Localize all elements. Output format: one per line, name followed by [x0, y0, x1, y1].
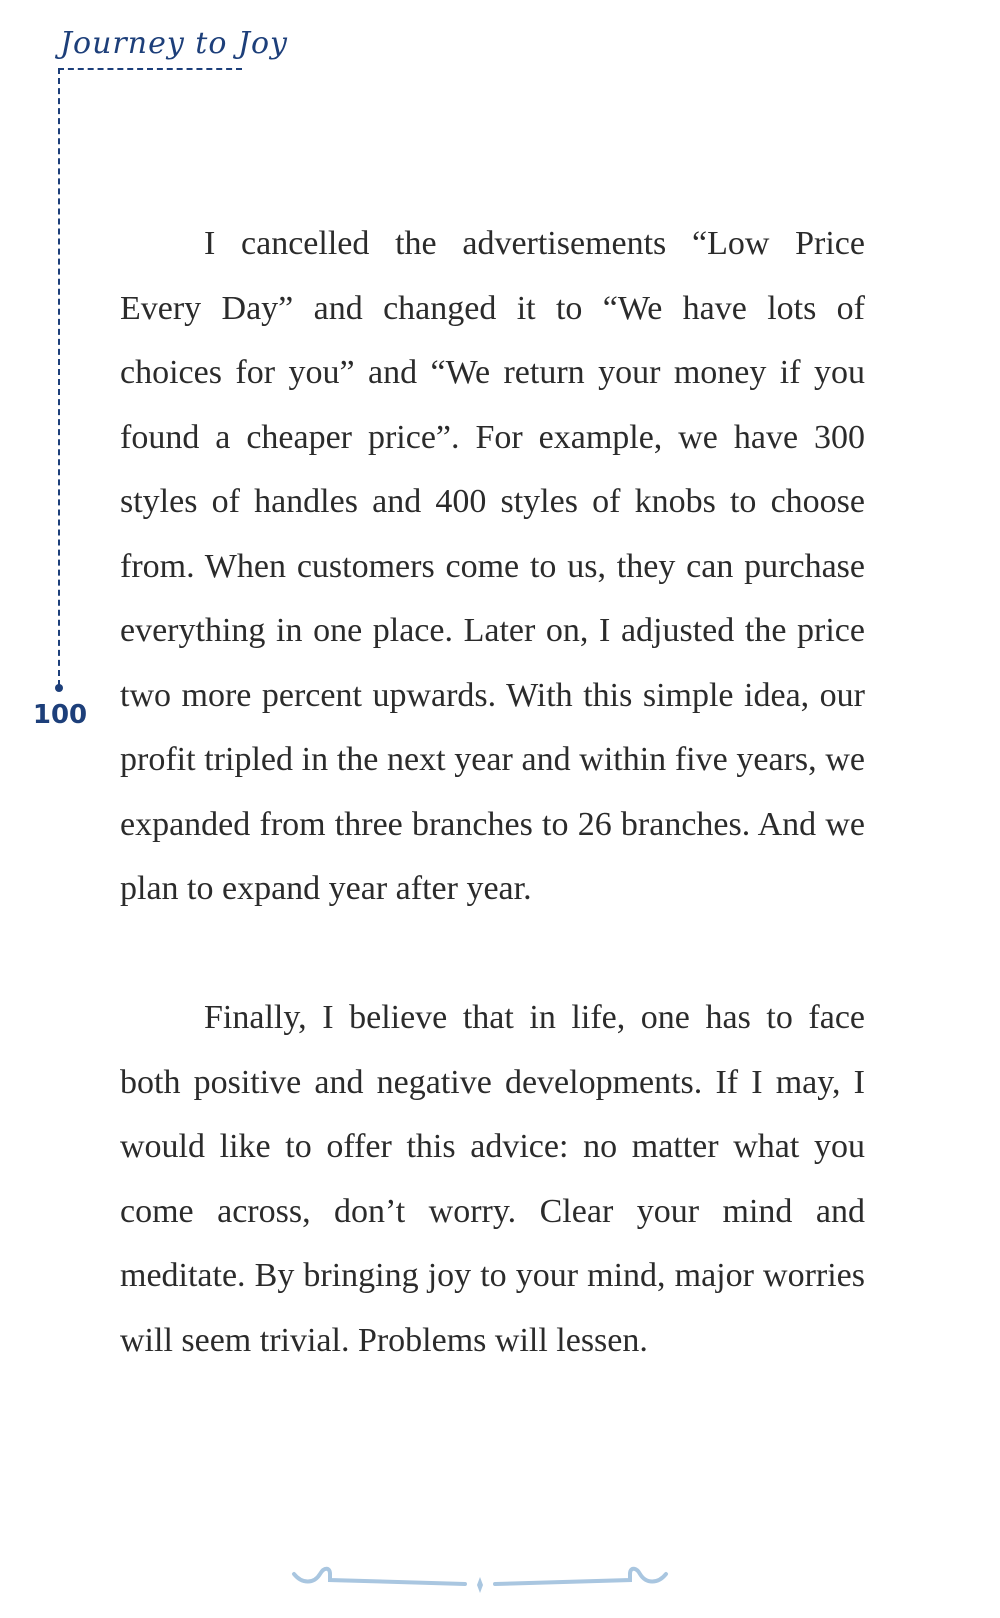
- paragraph-2: Finally, I believe that in life, one has to face both positive and negative developments. If I may, I would like to offer this advice: no matter what you come across, don’t worry. Clear your mind and meditate. By bringing joy to your mind, major worries will seem trivial. Problems will lessen.: [120, 999, 865, 1359]
- header-dashed-rule: [58, 68, 242, 70]
- margin-rule-end-dot: [55, 684, 63, 692]
- bottom-ornament-icon: [290, 1560, 670, 1594]
- page-number: 100: [32, 700, 88, 730]
- running-title: Journey to Joy: [60, 26, 288, 61]
- body-text: [120, 212, 865, 1373]
- paragraph-1: I cancelled the advertisements “Low Price Every Day” and changed it to “We have lots of choices for you” and “We return your money if you found a cheaper price”. For example, we have 300 styles of handles and 400 styles of knobs to choose from. When customers come to us, they can purchase everything in one place. Later on, I adjusted the price two more percent upwards. With this simple idea, our profit tripled in the next year and within five years, we expanded from three branches to 26 branches. And we plan to expand year after year.: [120, 225, 865, 907]
- margin-dashed-rule: [58, 68, 60, 686]
